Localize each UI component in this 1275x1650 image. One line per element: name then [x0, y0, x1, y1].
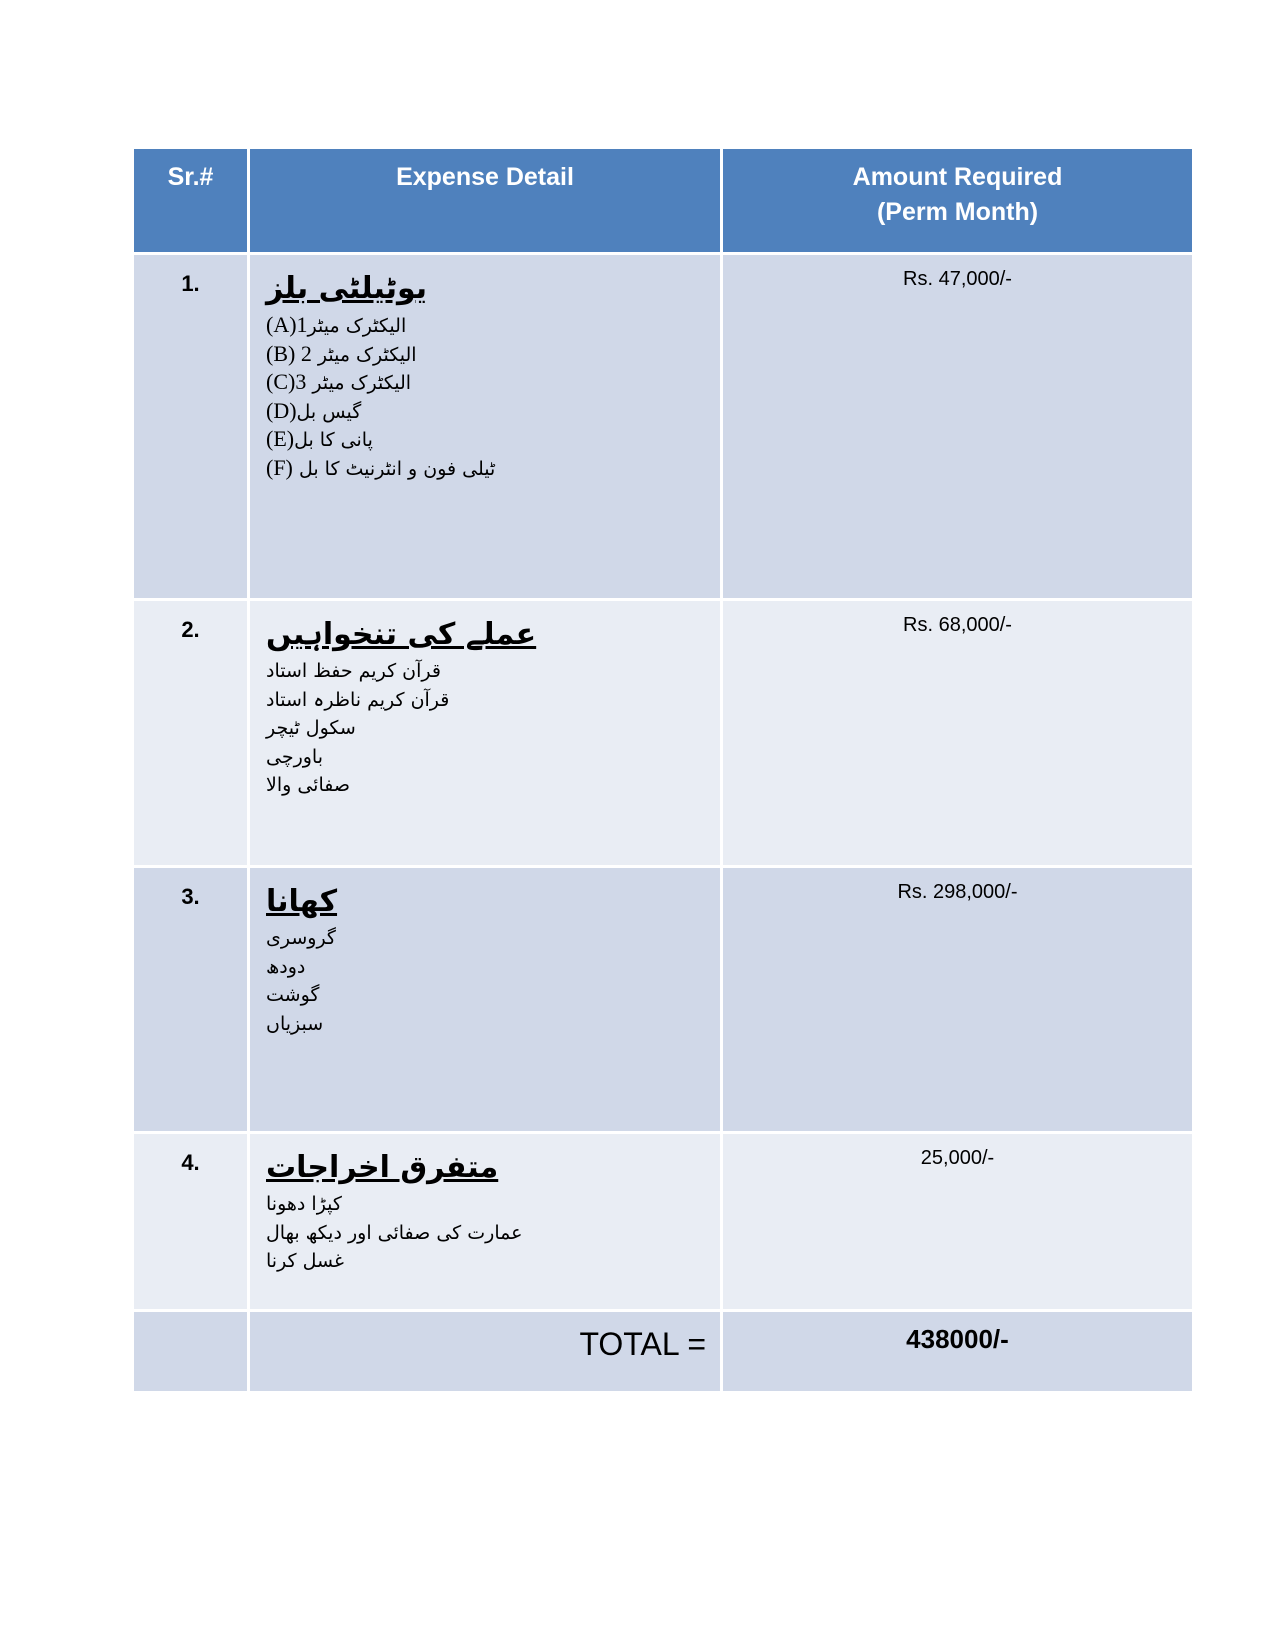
item-text: گروسری	[266, 927, 336, 949]
item-text: غسل کرنا	[266, 1250, 344, 1272]
total-sr-empty	[134, 1312, 247, 1391]
list-item	[266, 981, 720, 1010]
item-text: قرآن کریم حفظ استاد	[266, 660, 441, 682]
row-2-amount: Rs. 68,000/-	[723, 601, 1192, 865]
row-2-sr: 2.	[134, 601, 247, 865]
row-4-amount: 25,000/-	[723, 1134, 1192, 1309]
list-item	[266, 686, 720, 715]
header-detail	[250, 149, 720, 252]
item-text: گیس بل	[296, 400, 362, 423]
total-value: 438000/-	[723, 1312, 1192, 1391]
list-item	[266, 397, 720, 426]
item-mark: (E)	[266, 426, 295, 451]
item-text: صفائی والا	[266, 774, 350, 796]
header-amount	[723, 149, 1192, 252]
item-mark: (B) 2	[266, 340, 312, 366]
row-1-title: یوٹیلٹی بلز	[266, 271, 428, 306]
expense-table	[134, 149, 1198, 1391]
item-text: دودھ	[266, 955, 306, 978]
item-mark: (A)1	[266, 312, 308, 337]
row-4-items	[266, 1190, 720, 1276]
item-text: عمارت کی صفائی اور دیکھ بھال	[266, 1221, 523, 1244]
item-text: الیکٹرک میٹر	[317, 343, 417, 366]
item-text: الیکٹرک میٹر	[307, 315, 407, 337]
item-text: الیکٹرک میٹر	[312, 372, 412, 394]
total-label: TOTAL =	[250, 1312, 720, 1391]
list-item	[266, 1010, 720, 1039]
item-mark: (F)	[266, 454, 293, 480]
list-item	[266, 425, 720, 454]
list-item	[266, 1219, 720, 1248]
item-mark: (D)	[266, 397, 297, 423]
list-item	[266, 368, 720, 397]
row-3-items	[266, 924, 720, 1038]
list-item	[266, 1247, 720, 1276]
item-mark: (C)3	[266, 369, 307, 394]
header-amount-line1: Amount Required	[852, 163, 1063, 191]
item-text: کپڑا دھونا	[266, 1193, 342, 1215]
row-3-amount: Rs. 298,000/-	[723, 868, 1192, 1131]
list-item	[266, 1190, 720, 1219]
list-item	[266, 340, 720, 369]
row-3-title: کھانا	[266, 884, 338, 919]
item-text: سبزیاں	[266, 1012, 324, 1035]
row-3-sr: 3.	[134, 868, 247, 1131]
list-item	[266, 743, 720, 772]
list-item	[266, 714, 720, 743]
row-4-title: متفرق اخراجات	[266, 1150, 499, 1185]
row-2-detail	[250, 601, 720, 865]
row-1-amount: Rs. 47,000/-	[723, 255, 1192, 598]
header-detail-label: Expense Detail	[396, 163, 574, 191]
row-4-sr: 4.	[134, 1134, 247, 1309]
list-item	[266, 771, 720, 800]
row-2-items	[266, 657, 720, 800]
header-amount-line2: (Perm Month)	[876, 198, 1039, 226]
row-1-sr: 1.	[134, 255, 247, 598]
row-2-title: عملے کی تنخواہیں	[266, 617, 537, 652]
row-1-detail	[250, 255, 720, 598]
item-text: قرآن کریم ناظرہ استاد	[266, 688, 450, 711]
list-item	[266, 657, 720, 686]
header-sr-label: Sr.#	[167, 163, 214, 191]
item-text: سکول ٹیچر	[266, 717, 356, 739]
item-text: باورچی	[266, 745, 324, 768]
list-item	[266, 953, 720, 982]
list-item	[266, 924, 720, 953]
item-text: گوشت	[266, 984, 320, 1006]
row-1-items	[266, 311, 720, 482]
header-sr	[134, 149, 247, 252]
item-text: ٹیلی فون و انٹرنیٹ کا بل	[298, 457, 496, 480]
item-text: پانی کا بل	[294, 429, 373, 451]
list-item	[266, 311, 720, 340]
row-3-detail	[250, 868, 720, 1131]
list-item	[266, 454, 720, 483]
row-4-detail	[250, 1134, 720, 1309]
